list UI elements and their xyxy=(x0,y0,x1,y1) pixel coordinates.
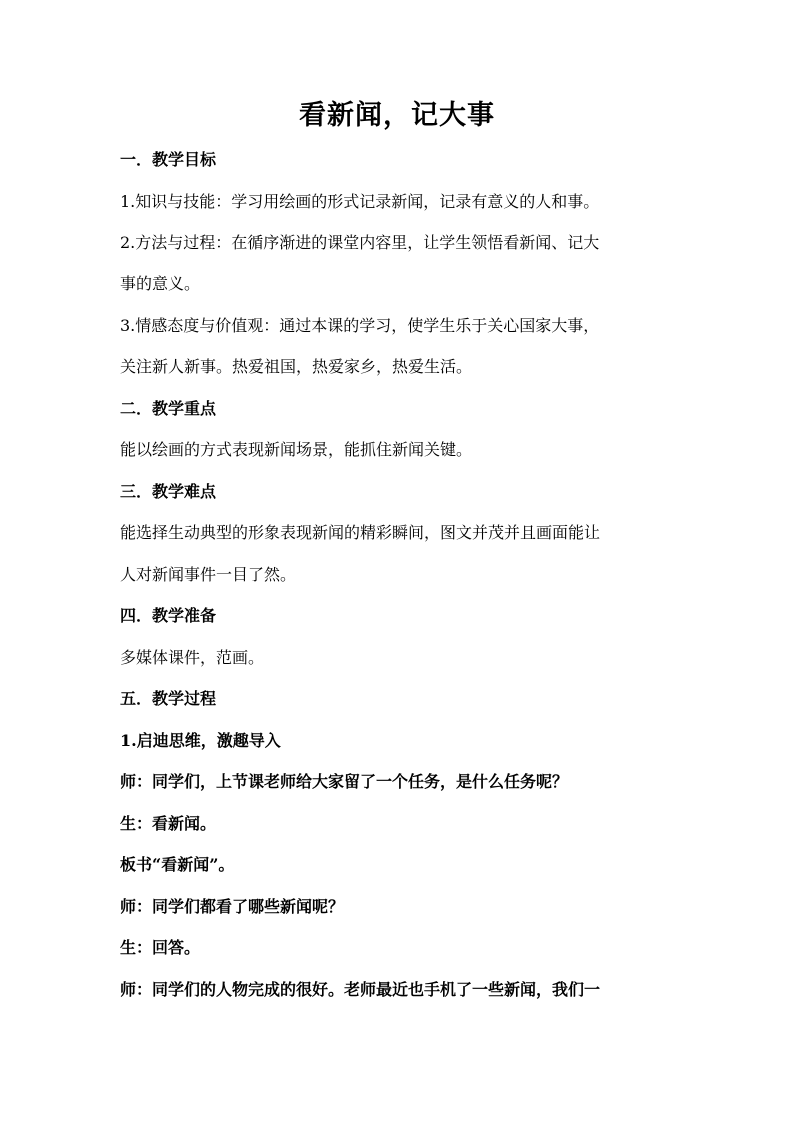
section-heading-objectives: 一．教学目标 xyxy=(120,150,217,169)
paragraph-line: 事的意义。 xyxy=(120,274,201,293)
paragraph-line: 2.方法与过程：在循序渐进的课堂内容里，让学生领悟看新闻、记大 xyxy=(120,233,600,252)
paragraph-line: 多媒体课件，范画。 xyxy=(120,648,265,667)
document-title: 看新闻，记大事 xyxy=(299,100,495,131)
dialogue-line: 师：同学们都看了哪些新闻呢？ xyxy=(120,897,345,916)
section-heading-preparation: 四．教学准备 xyxy=(120,606,217,625)
paragraph-line: 关注新人新事。热爱祖国，热爱家乡，热爱生活。 xyxy=(120,357,473,376)
dialogue-line: 师：同学们，上节课老师给大家留了一个任务，是什么任务呢？ xyxy=(120,772,569,791)
paragraph-line: 1.知识与技能：学习用绘画的形式记录新闻，记录有意义的人和事。 xyxy=(120,192,600,211)
section-heading-difficulties: 三．教学难点 xyxy=(120,482,217,501)
section-heading-process: 五．教学过程 xyxy=(120,689,217,708)
paragraph-line: 能选择生动典型的形象表现新闻的精彩瞬间，图文并茂并且画面能让 xyxy=(120,523,601,542)
paragraph-line: 能以绘画的方式表现新闻场景，能抓住新闻关键。 xyxy=(120,440,473,459)
dialogue-line: 生：回答。 xyxy=(120,938,201,957)
paragraph-line: 3.情感态度与价值观：通过本课的学习，使学生乐于关心国家大事， xyxy=(120,316,600,335)
dialogue-line: 生：看新闻。 xyxy=(120,814,217,833)
paragraph-line: 人对新闻事件一目了然。 xyxy=(120,565,297,584)
dialogue-line: 板书“看新闻”。 xyxy=(120,855,235,874)
section-heading-key-points: 二．教学重点 xyxy=(120,399,217,418)
subsection-heading: 1.启迪思维，激趣导入 xyxy=(120,731,281,750)
dialogue-line: 师：同学们的人物完成的很好。老师最近也手机了一些新闻，我们一 xyxy=(120,980,601,999)
